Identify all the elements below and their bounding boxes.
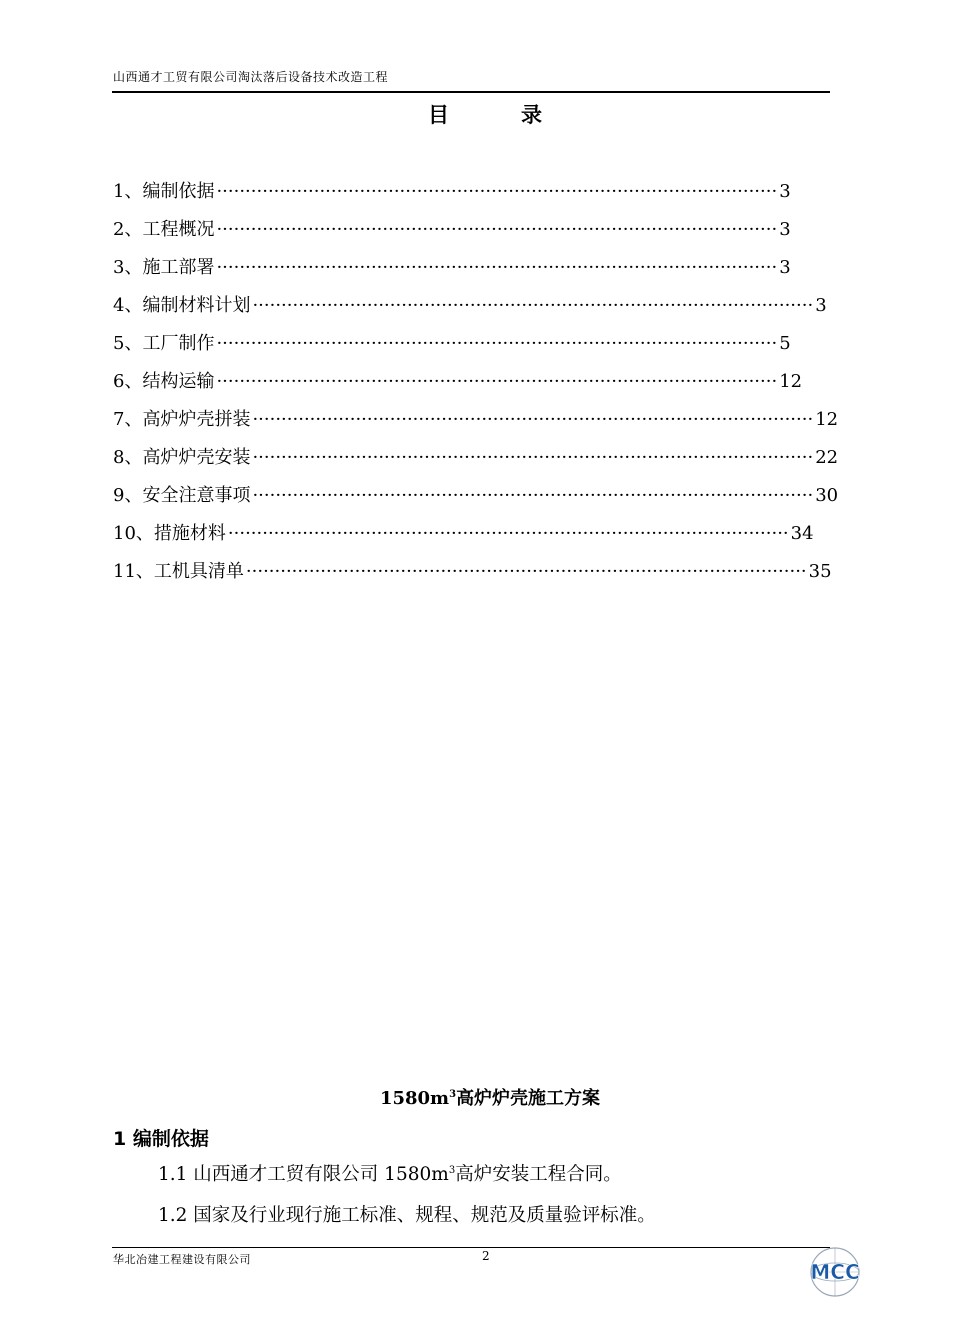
toc-leader: ··································································································	[252, 447, 814, 468]
toc-leader: ··································································································	[216, 181, 778, 202]
toc-entry-page: 22	[815, 447, 839, 468]
toc-title	[0, 99, 970, 129]
document-title-prefix: 1580m	[379, 1088, 450, 1109]
toc-entry-page: 30	[815, 485, 839, 506]
toc-entry-label: 8、高炉炉壳安装	[113, 447, 251, 468]
toc-entry-page: 12	[815, 409, 839, 430]
toc-entry-page: 3	[779, 257, 791, 278]
header-divider	[112, 91, 830, 93]
toc-entry-page: 12	[779, 371, 803, 392]
mcc-logo	[795, 1245, 875, 1305]
toc-leader: ··································································································	[216, 371, 778, 392]
section-heading: 1 编制依据	[113, 1128, 209, 1150]
footer-company: 华北冶建工程建设有限公司	[113, 1253, 251, 1266]
toc-leader: ··································································································	[245, 561, 807, 582]
footer-divider	[112, 1247, 830, 1248]
toc-entry[interactable]	[113, 177, 793, 215]
toc-entry[interactable]	[113, 367, 803, 405]
clause-1-2: 1.2 国家及行业现行施工标准、规程、规范及质量验评标准。	[158, 1205, 656, 1226]
toc-entry[interactable]	[113, 481, 839, 519]
toc-entry-label: 10、措施材料	[113, 523, 226, 544]
document-title-suffix: 高炉炉壳施工方案	[456, 1088, 601, 1109]
document-title-sup: 3	[449, 1089, 457, 1100]
toc-entry-page: 3	[779, 219, 791, 240]
toc-entry-label: 2、工程概况	[113, 219, 215, 240]
toc-entry-label: 3、施工部署	[113, 257, 215, 278]
toc-entry-label: 1、编制依据	[113, 181, 215, 202]
toc-leader: ··································································································	[252, 485, 814, 506]
toc-entry-label: 7、高炉炉壳拼装	[113, 409, 251, 430]
toc-entry-label: 9、安全注意事项	[113, 485, 251, 506]
toc-entry-page: 34	[790, 523, 814, 544]
toc-entry-label: 5、工厂制作	[113, 333, 215, 354]
toc-entry[interactable]	[113, 557, 832, 595]
toc-entry[interactable]	[113, 329, 793, 367]
toc-entry[interactable]	[113, 291, 827, 329]
toc-title-left: 目	[428, 103, 449, 127]
clause-1-1-prefix: 1.1 山西通才工贸有限公司 1580m	[158, 1164, 449, 1185]
clause-1-1-suffix: 高炉安装工程合同。	[455, 1164, 622, 1185]
document-title	[0, 1084, 980, 1110]
footer-page-number: 2	[482, 1249, 490, 1263]
toc-entry-page: 3	[815, 295, 827, 316]
toc-entry[interactable]	[113, 215, 793, 253]
toc-entry-label: 4、编制材料计划	[113, 295, 251, 316]
toc-entry[interactable]	[113, 405, 839, 443]
clause-1-1-sup: 3	[448, 1164, 456, 1176]
toc-entry[interactable]	[113, 519, 814, 557]
toc-entry-label: 11、工机具清单	[113, 561, 244, 582]
toc-entry[interactable]	[113, 253, 793, 291]
toc-entry-page: 35	[808, 561, 832, 582]
toc-leader: ··································································································	[252, 295, 814, 316]
toc-leader: ··································································································	[216, 219, 778, 240]
svg-text:MCC: MCC	[810, 1260, 860, 1284]
toc-entry-page: 5	[779, 333, 791, 354]
toc-leader: ··································································································	[252, 409, 814, 430]
toc-entry[interactable]	[113, 443, 839, 481]
header-project-title: 山西通才工贸有限公司淘汰落后设备技术改造工程	[113, 70, 389, 84]
toc-list	[113, 177, 839, 595]
toc-entry-page: 3	[779, 181, 791, 202]
toc-leader: ··································································································	[227, 523, 789, 544]
toc-entry-label: 6、结构运输	[113, 371, 215, 392]
toc-leader: ··································································································	[216, 257, 778, 278]
toc-leader: ··································································································	[216, 333, 778, 354]
toc-title-right: 录	[521, 103, 542, 127]
clause-1-1	[158, 1160, 622, 1186]
